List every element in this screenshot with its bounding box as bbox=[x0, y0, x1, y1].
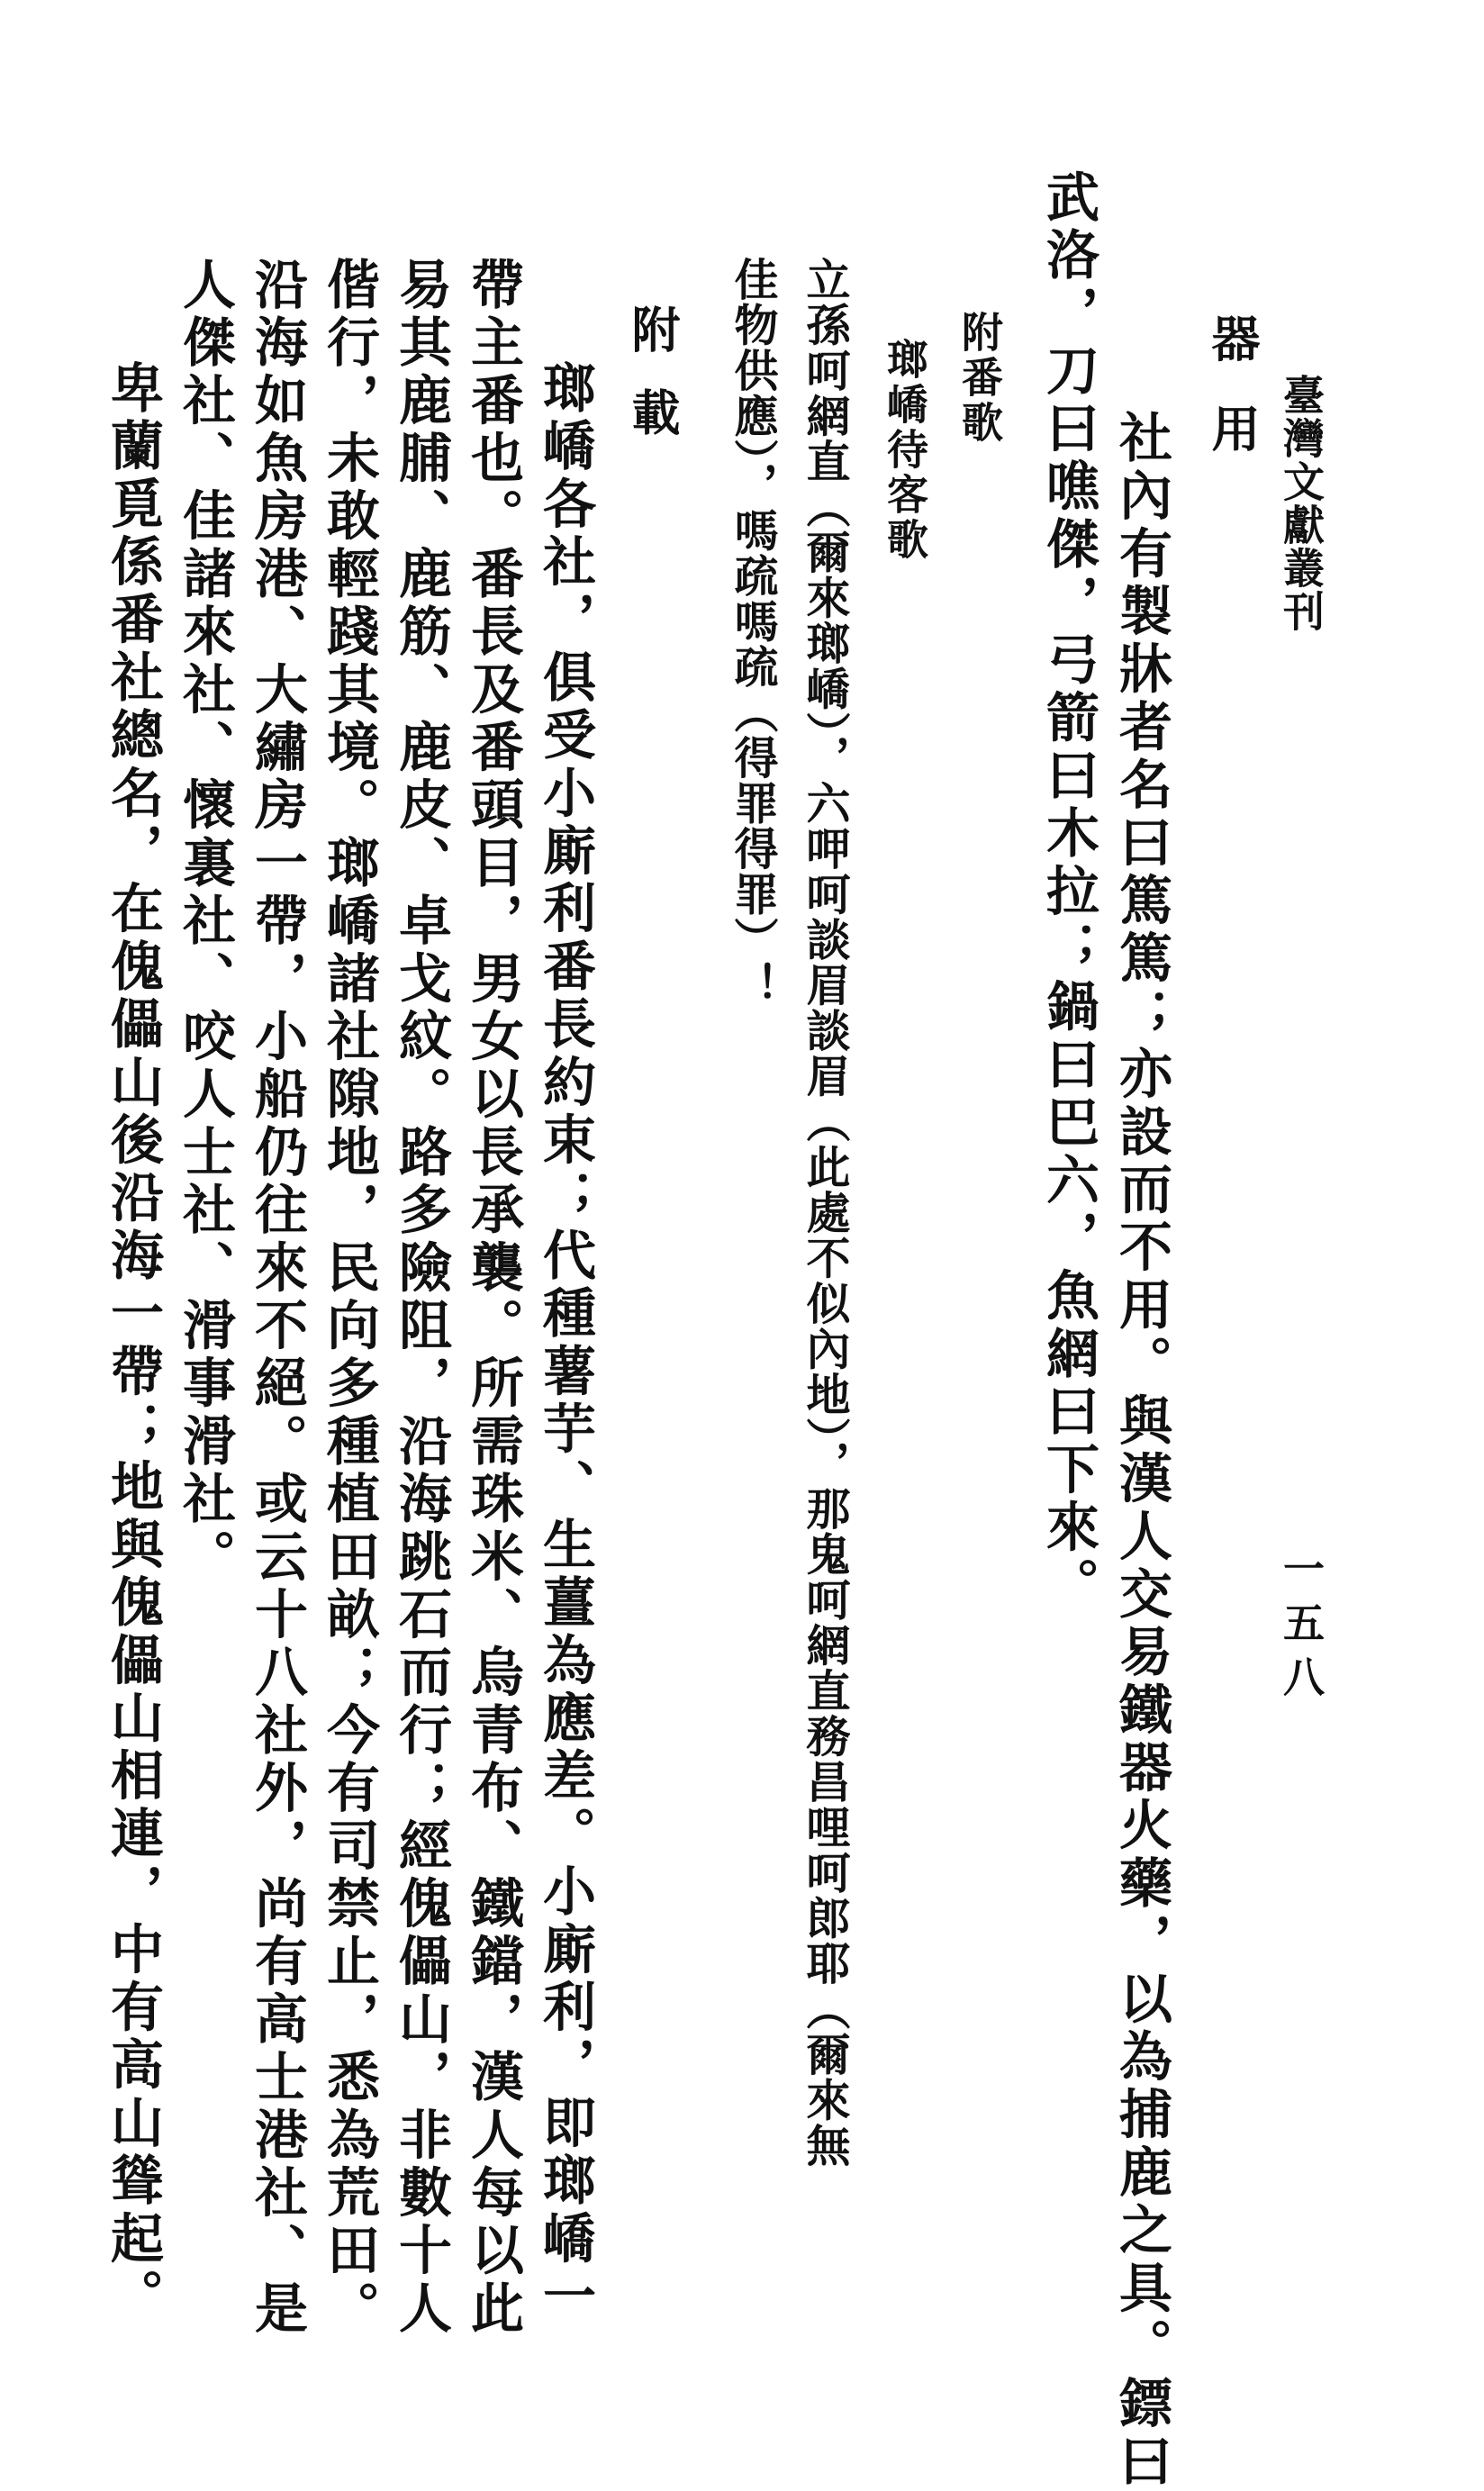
fuzai-line-5: 沿海如魚房港、大繡房一帶，小船仍往來不絕。或云十八社外，尚有高士港社、是 bbox=[246, 257, 308, 2339]
series-title: 臺灣文獻叢刊 bbox=[1277, 374, 1326, 633]
section-heading-fufange: 附番歌 bbox=[955, 311, 1004, 446]
fuzai-line-1: 瑯嶠各社，俱受小廝利番長約束；代種薯芋、生薑為應差。小廝利，即瑯嶠一 bbox=[534, 360, 596, 2326]
song-title: 瑯嶠待客歌 bbox=[881, 338, 929, 563]
qiyong-line-2: 武洛，刀曰噍傑，弓箭曰木拉；鍋曰巴六，魚網曰下來。 bbox=[1037, 169, 1099, 1615]
section-heading-fuzai: 附載 bbox=[624, 304, 682, 470]
fuzai-line-6: 人傑社、佳諸來社、懷裏社、咬人士社、滑事滑社。 bbox=[174, 257, 236, 1587]
fuzai-line-2: 帶主番也。番長及番頭目，男女以長承襲。所需珠米、烏青布、鐵鐺，漢人每以此 bbox=[462, 257, 524, 2339]
fuzai-line-7: 卑蘭覓係番社總名，在傀儡山後沿海一帶；地與傀儡山相連，中有高山聳起。 bbox=[102, 360, 164, 2326]
qiyong-line-1: 社內有製牀者名曰篤篤；亦設而不用。與漢人交易鐵器火藥，以為捕鹿之具。鏢曰 bbox=[1110, 410, 1172, 2491]
song-line-2: 佳物供應），嗎疏嗎疏（得罪得罪）！ bbox=[728, 257, 780, 1008]
fuzai-line-4: 偕行，未敢輕踐其境。瑯嶠諸社隙地，民向多種植田畝；今有司禁止，悉為荒田。 bbox=[318, 257, 380, 2339]
section-heading-qiyong: 器用 bbox=[1204, 313, 1262, 494]
page-number: 一五八 bbox=[1277, 1547, 1326, 1709]
song-line-1: 立孫呵網直（爾來瑯嶠），六呷呵談眉談眉（此處不似內地），那鬼呵網直務昌哩呵郎耶（爾來無 bbox=[800, 257, 852, 2169]
fuzai-line-3: 易其鹿脯、鹿筋、鹿皮、卓戈紋。路多險阻，沿海跳石而行；經傀儡山，非數十人 bbox=[390, 257, 452, 2339]
